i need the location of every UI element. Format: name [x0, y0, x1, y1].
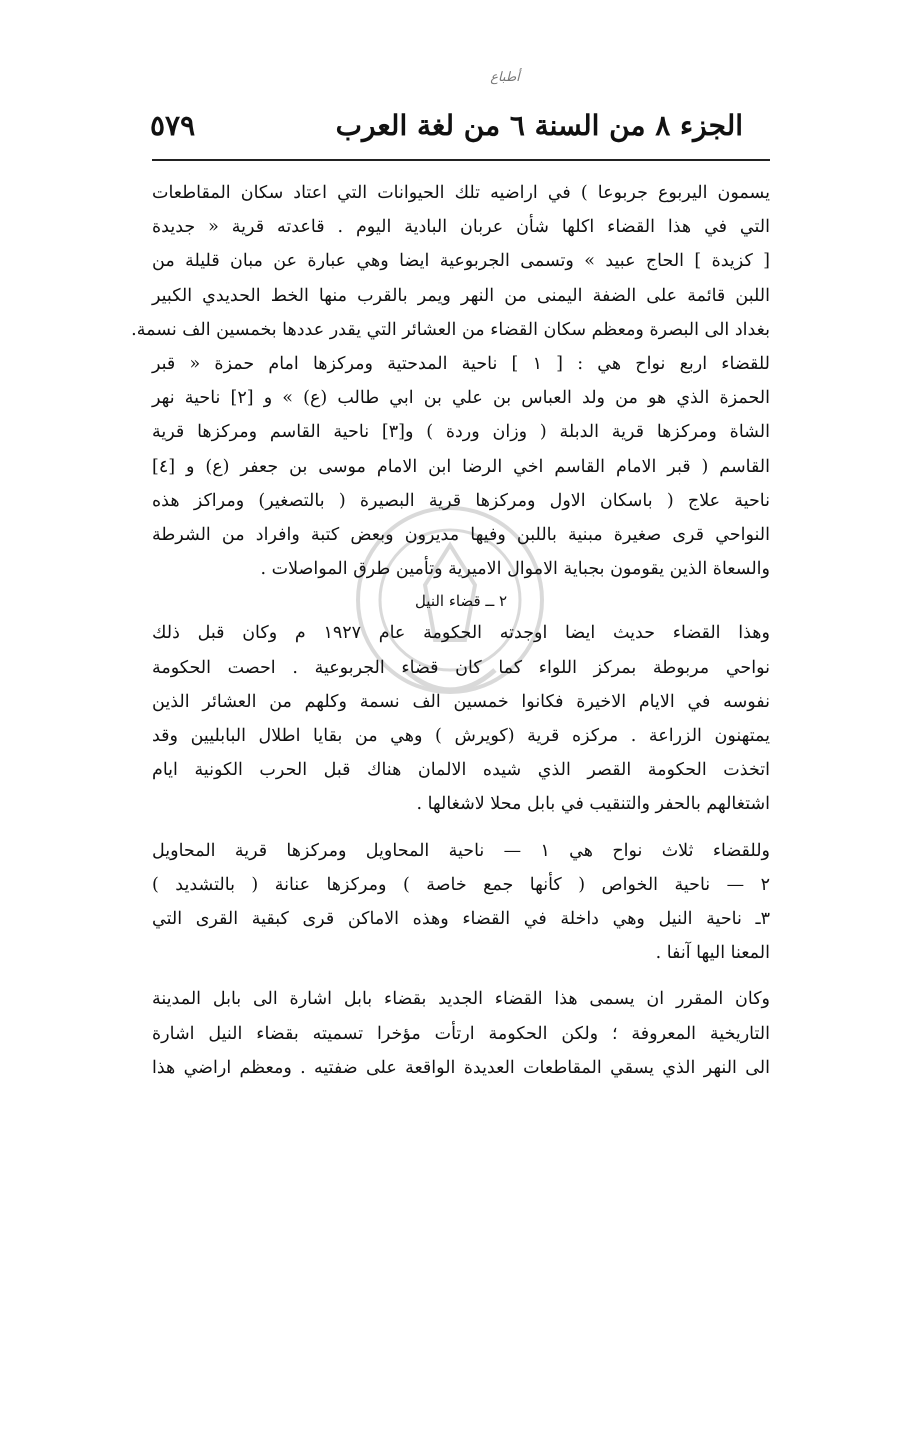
text-line: الى النهر الذي يسقي المقاطعات العديدة الواقعة على ضفتيه . ومعظم اراضي هذا: [152, 1057, 770, 1078]
text-line: اتخذت الحكومة القصر الذي شيده الالمان هناك قبل الحرب الكونية ايام: [152, 760, 770, 781]
paragraph-gap: [152, 822, 770, 834]
section-heading: ٢ ــ قضاء النيل: [414, 592, 508, 611]
text-line: التي في هذا القضاء اكلها شأن عربان البادية اليوم . قاعدته قرية « جديدة: [152, 217, 770, 238]
page-header: [150, 95, 743, 155]
text-line: والسعاة الذين يقومون بجباية الاموال الاميرية وتأمين طرق المواصلات .: [260, 559, 770, 580]
paragraph: [152, 834, 770, 971]
text-line: نواحي مربوطة بمركز اللواء كما كان قضاء الجربوعية . احصت الحكومة: [152, 657, 770, 678]
text-line: اشتغالهم بالحفر والتنقيب في بابل محلا لاشغالها .: [416, 794, 770, 815]
page-number: ٥٧٩: [150, 108, 196, 142]
text-line: يسمون اليربوع جربوعا ) في اراضيه تلك الحيوانات التي اعتاد سكان المقاطعات: [152, 183, 770, 203]
library-stamp: أطباع: [490, 70, 520, 85]
text-line: وللقضاء ثلاث نواح هي ١ — ناحية المحاويل ومركزها قرية المحاويل: [152, 840, 770, 861]
text-line: وهذا القضاء حديث ايضا اوجدته الحكومة عام ١٩٢٧ م وكان قبل ذلك: [152, 623, 770, 644]
paragraph: [152, 347, 770, 586]
paragraph-gap: [152, 970, 770, 982]
text-line: ناحية علاج ( باسكان الاول ومركزها قرية البصيرة ( بالتصغير) ومراكز هذه: [152, 490, 770, 511]
text-line: ٣ـ ناحية النيل وهي داخلة في القضاء وهذه الاماكن قرى كبقية القرى التي: [152, 909, 770, 930]
text-line: يمتهنون الزراعة . مركزه قرية (كويرش ) وهي من بقايا اطلال البابليين وقد: [152, 726, 770, 747]
text-line: [ كزيدة ] الحاج عبيد » وتسمى الجربوعية ايضا وهي عبارة عن مبان قليلة من: [152, 251, 770, 272]
text-line: المعنا اليها آنفا .: [655, 943, 770, 964]
paragraph: [152, 616, 770, 821]
paragraph: [152, 982, 770, 1085]
text-line: ٢ — ناحية الخواص ( كأنها جمع خاصة ) ومركزها عنانة ( بالتشديد ): [152, 874, 770, 895]
main-text: [131, 176, 770, 1085]
text-line: نفوسه في الايام الاخيرة فكانوا خمسين الف نسمة وكلهم من العشائر الذين: [152, 691, 770, 712]
text-line: النواحي قرى صغيرة مبنية باللبن وفيها مديرون وبعض كتبة وافراد من الشرطة: [152, 525, 770, 546]
text-line: الشاة ومركزها قرية الدبلة ( وزان وردة ) و[٣] ناحية القاسم ومركزها قرية: [152, 422, 770, 443]
text-line: الحمزة الذي هو من ولد العباس بن علي بن ابي طالب (ع) » و [٢] ناحية نهر: [152, 388, 770, 409]
running-title: الجزء ٨ من السنة ٦ من لغة العرب: [335, 108, 743, 142]
text-line: القاسم ( قبر الامام القاسم اخي الرضا ابن الامام موسى بن جعفر (ع) و [٤]: [152, 456, 770, 477]
text-line: التاريخية المعروفة ؛ ولكن الحكومة ارتأت مؤخرا تسميته بقضاء النيل اشارة: [152, 1023, 770, 1044]
text-line: بغداد الى البصرة ومعظم سكان القضاء من العشائر التي يقدر عددها بخمسين الف نسمة.: [131, 319, 770, 340]
paragraph: [131, 176, 770, 347]
text-line: للقضاء اربع نواح هي : [ ١ ] ناحية المدحتية ومركزها امام حمزة « قبر: [152, 354, 770, 375]
header-rule: [152, 159, 770, 161]
text-line: اللبن قائمة على الضفة اليمنى من النهر ويمر بالقرب منها الخط الحديدي الكبير: [152, 285, 770, 306]
text-line: وكان المقرر ان يسمى هذا القضاء الجديد بقضاء بابل اشارة الى بابل المدينة: [152, 989, 770, 1010]
